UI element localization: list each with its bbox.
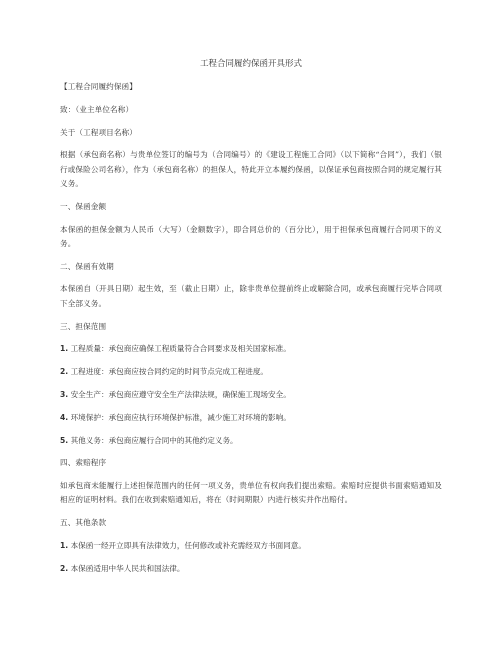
section-body-validity: 本保函自（开具日期）起生效，至（截止日期）止，除非贵单位提前终止或解除合同，或承包商履行完毕合同项下全部义务。: [60, 284, 442, 308]
project-line: 关于（工程项目名称）: [60, 127, 137, 137]
list-item: [60, 539, 442, 553]
intro-paragraph: 根据（承包商名称）与贵单位签订的编号为（合同编号）的《建设工程施工合同》（以下简称“合同”），我们（银行或保险公司名称），作为（承包商名称）的担保人，特此开立本履约保函，以保证承包商按照合同的规定履行其义务。: [60, 150, 442, 188]
list-item-number: 5.: [60, 435, 69, 445]
section-heading-scope: 三、担保范围: [60, 321, 107, 331]
list-item: [60, 411, 442, 425]
list-item: [60, 342, 442, 356]
list-item-number: 2.: [60, 367, 69, 377]
list-item-text: 工程进度：承包商应按合同约定的时间节点完成工程进度。: [70, 367, 269, 377]
list-item-number: 2.: [60, 563, 69, 573]
section-heading-other: 五、其他条款: [60, 518, 107, 528]
section-body-claims: 如承包商未能履行上述担保范围内的任何一项义务，贵单位有权向我们提出索赔。索赔时应提供书面索赔通知及相应的证明材料。我们在收到索赔通知后，将在（时间期限）内进行核实并作出赔付。: [60, 481, 442, 505]
list-item-number: 1.: [60, 541, 69, 551]
list-item-text: 本保函适用中华人民共和国法律。: [70, 563, 185, 573]
list-item-text: 其他义务：承包商应履行合同中的其他约定义务。: [70, 435, 238, 445]
list-item: [60, 388, 442, 402]
list-item-text: 本保函一经开立即具有法律效力，任何修改或补充需经双方书面同意。: [70, 541, 306, 551]
guarantee-heading: 【工程合同履约保函】: [60, 82, 137, 91]
section-heading-amount: 一、保函金额: [60, 201, 107, 211]
section-heading-validity: 二、保函有效期: [60, 261, 114, 271]
list-item: [60, 562, 442, 576]
section-body-amount: 本保函的担保金额为人民币（大写）（金额数字），即合同总价的（百分比），用于担保承包商履行合同项下的义务。: [60, 224, 442, 248]
list-item-text: 工程质量：承包商应确保工程质量符合合同要求及相关国家标准。: [70, 344, 291, 354]
list-item: [60, 434, 442, 448]
list-item-number: 4.: [60, 412, 69, 422]
section-heading-claims: 四、索赔程序: [60, 458, 107, 468]
list-item-number: 1.: [60, 344, 69, 354]
document-title: 工程合同履约保函开具形式: [199, 59, 302, 69]
addressee-line: 致：（业主单位名称）: [60, 104, 134, 114]
list-item-text: 环境保护：承包商应执行环境保护标准，减少施工对环境的影响。: [70, 412, 291, 422]
list-item-text: 安全生产：承包商应遵守安全生产法律法规，确保施工现场安全。: [70, 389, 291, 399]
list-item-number: 3.: [60, 389, 69, 399]
list-item: [60, 365, 442, 379]
